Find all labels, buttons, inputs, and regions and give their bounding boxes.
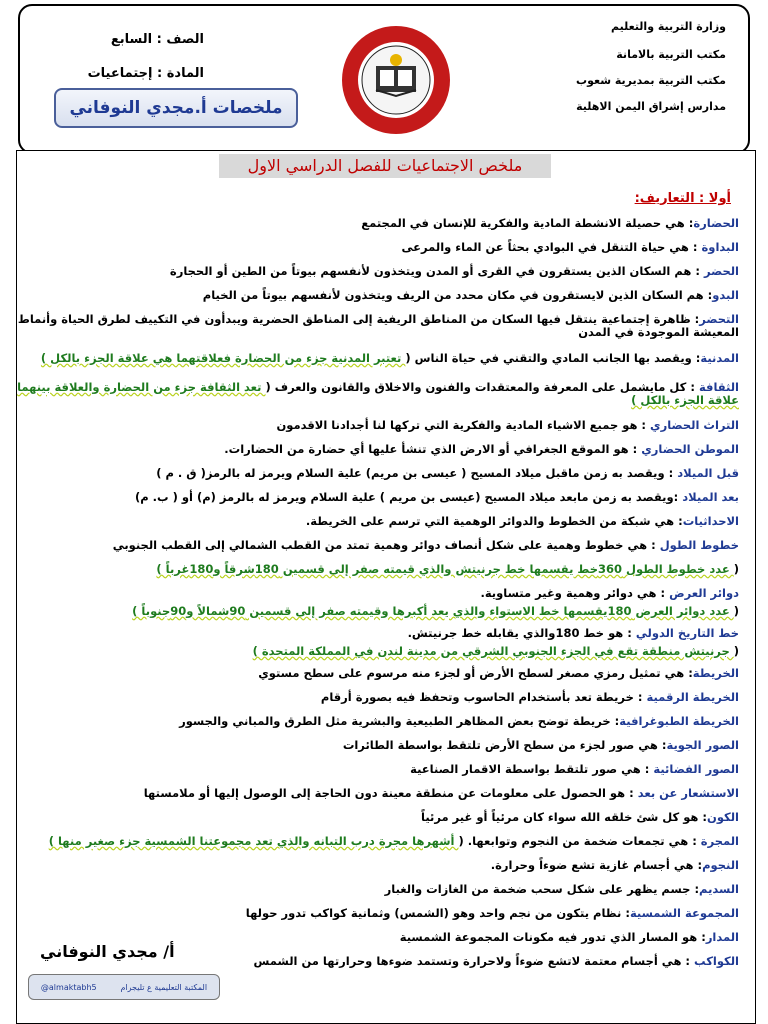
definition-row (11, 787, 739, 800)
definition-separator: : (691, 351, 701, 365)
definition-separator: : (623, 626, 636, 640)
definition-row (11, 811, 739, 824)
definition-row (11, 667, 739, 680)
definition-row (11, 467, 739, 480)
definition-term: خط التاريخ الدولي (635, 626, 739, 640)
definition-row (11, 539, 739, 552)
definition-term: بعد الميلاد (682, 490, 739, 504)
definition-term: الصور الفضائية (653, 762, 739, 776)
definition-text: هي صور تلتقط بواسطة الاقمار الصناعية (410, 762, 641, 776)
definition-term: الكواكب (694, 954, 739, 968)
definition-separator: : (693, 858, 703, 872)
definition-separator: : (690, 312, 700, 326)
definition-separator: : (686, 380, 699, 394)
definition-term: الخريطة (692, 666, 739, 680)
definition-separator: : (640, 762, 654, 776)
definition-text: ظاهرة إجتماعية ينتقل فيها السكان من المناطق الريفية إلى المناطق الحضرية ويبدأون في التكييف لطرق الحياة وأنماط المعيشة الموجودة في المدن (17, 312, 739, 339)
definition-row (11, 313, 739, 339)
definition-term: التحضر (699, 312, 739, 326)
definition-separator: : (698, 810, 708, 824)
library-badge (28, 974, 220, 1000)
definition-term: الصور الجوية (666, 738, 739, 752)
definition-row (11, 443, 739, 456)
definition-row (11, 605, 739, 618)
definition-row (11, 289, 739, 302)
definition-text: خريطة توضح بعض المظاهر الطبيعية والبشرية مثل الطرق والمباني والجسور (179, 714, 611, 728)
definition-term: قبل الميلاد (677, 466, 739, 480)
definition-separator: : (621, 906, 630, 920)
definition-text: هو خط 180والذي يقابله خط جرنيتش. (407, 626, 624, 640)
definition-term: النجوم (702, 858, 739, 872)
definition-term: خطوط الطول (659, 538, 739, 552)
definition-term: المجموعة الشمسية (629, 906, 739, 920)
section-heading: أولا : التعاريف: (634, 191, 731, 206)
definition-term: الحضارة (693, 216, 739, 230)
definition-text: ويقصد به زمن ماقبل ميلاد المسيح ( عيسى بن مريم) علية السلام ويرمز له بالرمز( ق . م ) (156, 466, 665, 480)
telegram-handle: @almaktabh5 (40, 982, 97, 992)
definition-separator: : (688, 834, 701, 848)
definition-separator: : (610, 714, 620, 728)
definition-row (11, 587, 739, 600)
definition-term: البدو (712, 288, 739, 302)
definition-separator: : (664, 466, 678, 480)
definition-text: هي شبكة من الخطوط والدوائر الوهمية التي ترسم على الخريطة. (305, 514, 675, 528)
definition-row (11, 217, 739, 230)
definition-text: هي تمثيل رمزي مصغر لسطح الأرض أو لجزء منه مرسوم على سطح مستوي (258, 666, 685, 680)
definition-row (11, 859, 739, 872)
definition-separator: : (647, 538, 660, 552)
definition-text: ويقصد بها الجانب المادي والتقني في حياة الناس ( (405, 351, 692, 365)
definition-text: هي أجسام معتمة لاتشع ضوءاً ولاحرارة وتستمد ضوءها وحرارتها من الشمس (253, 954, 682, 968)
office-capital: مكتب التربية بالامانة (616, 48, 726, 61)
institution-block (486, 20, 726, 126)
definition-separator: : (681, 954, 695, 968)
definition-text: هي أجسام غازية تشع ضوءاً وحرارة. (490, 858, 694, 872)
definition-separator: : (684, 216, 694, 230)
definition-term: الحضر (703, 264, 739, 278)
definition-row (11, 907, 739, 920)
definition-row (11, 381, 739, 407)
definition-term: التراث الحضاري (650, 418, 739, 432)
definition-row (11, 835, 739, 848)
definition-separator: : (703, 288, 713, 302)
class-label: الصف : السابع (110, 32, 204, 47)
definition-row (11, 515, 739, 528)
definition-separator: : (673, 490, 683, 504)
definition-row (11, 645, 739, 658)
definition-text: هي دوائر وهمية وغير متساوية. (480, 586, 657, 600)
header-panel (18, 4, 750, 154)
definition-text: ( (733, 604, 739, 618)
definition-text: هم السكان الذين يستقرون في القرى أو المدن ويتخذون لأنفسهم بيوتاً من الطين أو الحجارة (169, 264, 692, 278)
document-body (16, 150, 756, 1024)
definition-separator: : (637, 418, 651, 432)
definition-separator: : (690, 882, 700, 896)
definition-text: ( (733, 644, 739, 658)
definition-note: عدد خطوط الطول 360خط يقسمها خط جرنيتش والذي قيمته صفر إلى قسمين 180شرقاً و180غرباً ) (156, 562, 734, 576)
definition-text: هم السكان الذين لايستقرون في مكان محدد من الريف ويتخذون لأنفسهم بيوتاً من الخيام (202, 288, 704, 302)
definition-separator: : (697, 930, 706, 944)
definition-term: المدنية (700, 351, 739, 365)
definition-text: هو المسار الذي تدور فيه مكونات المجموعة الشمسية (399, 930, 698, 944)
definition-note: عدد دوائر العرض 180يقسمها خط الاستواء والذي يعد أكبرها وقيمته صفر إلى قسمين 90شمالاً و90جنوباً ) (132, 604, 734, 618)
definition-note: جرنيتش منطقة تقع في الجزء الجنوبي الشرقي من مدينة لندن في المملكة المتحدة ) (252, 644, 734, 658)
definition-separator: : (633, 690, 647, 704)
definition-row (11, 739, 739, 752)
definition-text: هو جميع الاشياء المادية والفكرية التي تركها لنا أجدادنا الاقدمون (276, 418, 638, 432)
definition-text: هو كل شئ خلقه الله سواء كان مرئياً أو غير مرئياً (421, 810, 699, 824)
definition-text: هي خطوط وهمية على شكل أنصاف دوائر وهمية تمتد من القطب الشمالي إلى القطب الجنوبي (112, 538, 648, 552)
definition-term: الاستشعار عن بعد (637, 786, 739, 800)
definition-separator: : (684, 666, 693, 680)
definition-term: الثقافة (698, 380, 739, 394)
definition-row (11, 265, 739, 278)
office-shuub: مكتب التربية بمديرية شعوب (576, 74, 726, 87)
definition-term: المدار (705, 930, 739, 944)
definition-text: كل مايشمل على المعرفة والمعتقدات والفنون والاخلاق والقانون والعرف ( (265, 380, 687, 394)
definition-text: هي حصيلة الانشطة المادية والفكرية للإنسان في المجتمع (361, 216, 685, 230)
definition-row (11, 627, 739, 640)
definition-term: دوائر العرض (669, 586, 739, 600)
school-name: مدارس إشراق اليمن الاهلية (576, 100, 726, 113)
school-logo (340, 24, 452, 136)
definition-term: الخريطة الرقمية (646, 690, 739, 704)
definition-note: تعد الثقافة جزء من الحضارة والعلاقة بينهما علاقة الجزء بالكل ) (17, 380, 739, 407)
definition-separator: : (656, 586, 670, 600)
definition-row (11, 491, 739, 504)
definition-separator: : (625, 786, 638, 800)
definition-term: المجرة (700, 834, 739, 848)
definition-row (11, 763, 739, 776)
definition-row (11, 563, 739, 576)
definition-row (11, 241, 739, 254)
definition-text: هي حياة التنقل في البوادي بحثاً عن الماء والمرعى (401, 240, 689, 254)
definition-text: ( (733, 562, 739, 576)
definition-row (11, 715, 739, 728)
definition-text: هي صور لجزء من سطح الأرض تلتقط بواسطة الطائرات (342, 738, 658, 752)
definition-separator: : (674, 514, 683, 528)
definition-separator: : (657, 738, 667, 752)
definition-text: هو الحصول على معلومات عن منطقة معينة دون الحاجة إلى الوصول إليها أو ملامستها (143, 786, 626, 800)
definition-text: هو الموقع الجغرافي أو الارض الذي تنشأ عليها أي حضارة من الحضارات. (224, 442, 629, 456)
definition-row (11, 883, 739, 896)
summaries-badge: ملخصات أ.مجدي النوفاني (54, 88, 298, 128)
definition-term: الموطن الحضاري (641, 442, 739, 456)
definition-term: السديم (699, 882, 739, 896)
subject-label: المادة : إجتماعيات (87, 66, 204, 81)
definition-note: أشهرها مجرة درب التبانه والذي تعد مجموعتنا الشمسية جزء صغير منها ) (48, 834, 459, 848)
document-title: ملخص الاجتماعيات للفصل الدراسي الاول (219, 154, 551, 178)
definition-text: نظام يتكون من نجم واحد وهو (الشمس) وثمانية كواكب تدور حولها (245, 906, 622, 920)
definition-term: الاحداثيات (682, 514, 739, 528)
definition-separator: : (691, 264, 704, 278)
ministry-name: وزارة التربية والتعليم (611, 20, 726, 33)
definition-text: ويقصد به زمن مابعد ميلاد المسيح (عيسى بن مريم ) علية السلام ويرمز له بالرمز (م) أو ( ب. م) (134, 490, 674, 504)
definition-term: الخريطة الطبوغرافية (619, 714, 739, 728)
definition-term: الكون (707, 810, 739, 824)
definition-separator: : (688, 240, 702, 254)
definition-note: تعتبر المدنية جزء من الحضارة فعلاقتهما هي علاقة الجزء بالكل ) (40, 351, 406, 365)
definition-row (11, 419, 739, 432)
definition-text: خريطة تعد بأستخدام الحاسوب وتحفظ فيه بصورة أرقام (320, 690, 634, 704)
definition-term: البداوة (701, 240, 739, 254)
definition-row (11, 352, 739, 365)
author-signature: أ/ مجدي النوفاني (40, 942, 175, 961)
definition-separator: : (628, 442, 642, 456)
library-text: المكتبة التعليمية ع تليجرام (120, 982, 208, 992)
definition-row (11, 691, 739, 704)
definition-text: هي تجمعات ضخمة من النجوم وتوابعها. ( (458, 834, 689, 848)
definition-text: جسم يظهر على شكل سحب ضخمة من الغازات والغبار (384, 882, 691, 896)
